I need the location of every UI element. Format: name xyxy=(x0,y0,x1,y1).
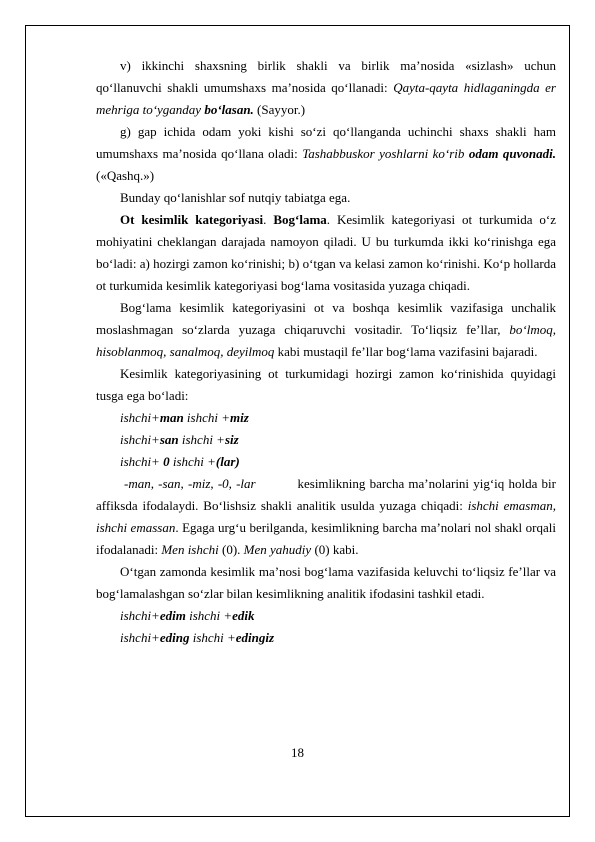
paragraph-hozirgi-zamon: Kesimlik kategoriyasining ot turkumidagi hozirgi zamon ko‘rinishida quyidagi tusga ega bo‘ladi: xyxy=(96,366,556,403)
paragraph-ot-kesimlik xyxy=(96,209,556,297)
source: (Sayyor.) xyxy=(253,102,306,117)
example-line-3 xyxy=(96,451,556,473)
example-line-2 xyxy=(96,429,556,451)
text: v) ikkinchi shaxsning birlik shakli va birlik ma’nosida «sizlash» uchun qo‘llanuvchi shakli umumshaxs ma’nosida qo‘llanadi: xyxy=(96,58,556,95)
punct: . xyxy=(263,212,274,227)
ex-suffix: edingiz xyxy=(235,630,275,645)
ex-part: ishchi+ xyxy=(120,454,164,469)
ex-suffix: siz xyxy=(224,432,239,447)
ex-suffix: edik xyxy=(232,608,255,623)
paragraph-affikslar xyxy=(96,473,560,561)
source: («Qashq.») xyxy=(96,168,155,183)
text: g) gap ichida odam yoki kishi so‘zi qo‘llanganda uchinchi shaxs shakli ham umumshaxs ma’nosida qo‘llana oladi: xyxy=(96,124,556,161)
term-bold: Ot kesimlik kategoriyasi xyxy=(120,212,264,227)
text: (0) kabi. xyxy=(311,542,359,557)
ex-suffix: san xyxy=(159,432,179,447)
example-italic: ishchi emasman, ishchi emassan xyxy=(96,498,560,535)
paragraph-g xyxy=(96,121,556,187)
ex-part: ishchi + xyxy=(169,454,216,469)
ex-suffix: man xyxy=(159,410,184,425)
example-italic: bo‘lmoq, hisoblanmoq, sanalmoq, deyilmoq xyxy=(96,322,556,359)
paragraph-note: Bunday qo‘lanishlar sof nutqiy tabiatga ega. xyxy=(120,190,351,205)
text: kabi mustaqil fe’llar bog‘lama vazifasini bajaradi. xyxy=(274,344,538,359)
ex-suffix: (lar) xyxy=(215,454,240,469)
ex-part: ishchi + xyxy=(178,432,225,447)
paragraph-v xyxy=(96,55,556,121)
paragraph-otgan-zamon: O‘tgan zamonda kesimlik ma’nosi bog‘lama vazifasida keluvchi to‘liqsiz fe’llar va bog‘lamalashgan so‘zlar bilan kesimlikning analitik ifodasini tashkil etadi. xyxy=(96,564,556,601)
ex-part: ishchi + xyxy=(185,608,233,623)
ex-suffix: edim xyxy=(159,608,186,623)
example-bold: bo‘lasan. xyxy=(204,102,254,117)
ex-part: ishchi+ xyxy=(120,630,160,645)
example-line-1 xyxy=(96,407,556,429)
ex-part: ishchi+ xyxy=(120,608,160,623)
ex-suffix: miz xyxy=(230,410,249,425)
text: kesimlikning barcha ma’nolarini yig‘iq holda bir affiksda ifodalaydi. Bo‘lishsiz shakli analitik usulda yuzaga chiqadi: xyxy=(96,476,560,513)
text: . Kesimlik kategoriyasi ot turkumida o‘z mohiyatini cheklangan darajada namoyon qiladi. U bu turkumda ikki ko‘rinishga ega bo‘ladi: a) hozirgi zamon ko‘rinishi; b) o‘tgan va kelasi zamon ko‘rinishi. Ko‘p hollarda ot turkumida kesimlik kategoriyasi bog‘lama vositasida yuzaga chiqadi. xyxy=(96,212,557,293)
ex-part: ishchi + xyxy=(189,630,236,645)
text: . Egaga urg‘u berilganda, kesimlikning barcha ma’nolari nol shakl orqali ifodalanadi: xyxy=(96,520,560,557)
suffix-list: -man, -san, -miz, -0, -lar xyxy=(124,476,256,491)
example-italic: Qayta-qayta hidlaganingda er mehriga to‘yganday xyxy=(96,80,556,117)
example-bold: odam quvonadi. xyxy=(468,146,556,161)
example-line-4 xyxy=(96,605,556,627)
paragraph-boglama xyxy=(96,297,556,363)
page-number: 18 xyxy=(291,745,304,760)
ex-part: ishchi + xyxy=(183,410,230,425)
ex-suffix: 0 xyxy=(163,454,170,469)
ex-part: ishchi+ xyxy=(120,432,160,447)
example-italic: Men yahudiy xyxy=(243,542,312,557)
text: (0). xyxy=(218,542,244,557)
page-content xyxy=(96,55,560,649)
ex-part: ishchi+ xyxy=(120,410,160,425)
term-bold: Bog‘lama xyxy=(273,212,327,227)
example-line-5 xyxy=(96,627,556,649)
ex-suffix: eding xyxy=(159,630,190,645)
example-italic: Tashabbuskor yoshlarni ko‘rib xyxy=(302,146,469,161)
example-italic: Men ishchi xyxy=(161,542,219,557)
text: Bog‘lama kesimlik kategoriyasini ot va boshqa kesimlik vazifasiga unchalik moslashmagan so‘zlarda yuzaga chiqaruvchi vositadir. To‘liqsiz fe’llar, xyxy=(96,300,556,337)
